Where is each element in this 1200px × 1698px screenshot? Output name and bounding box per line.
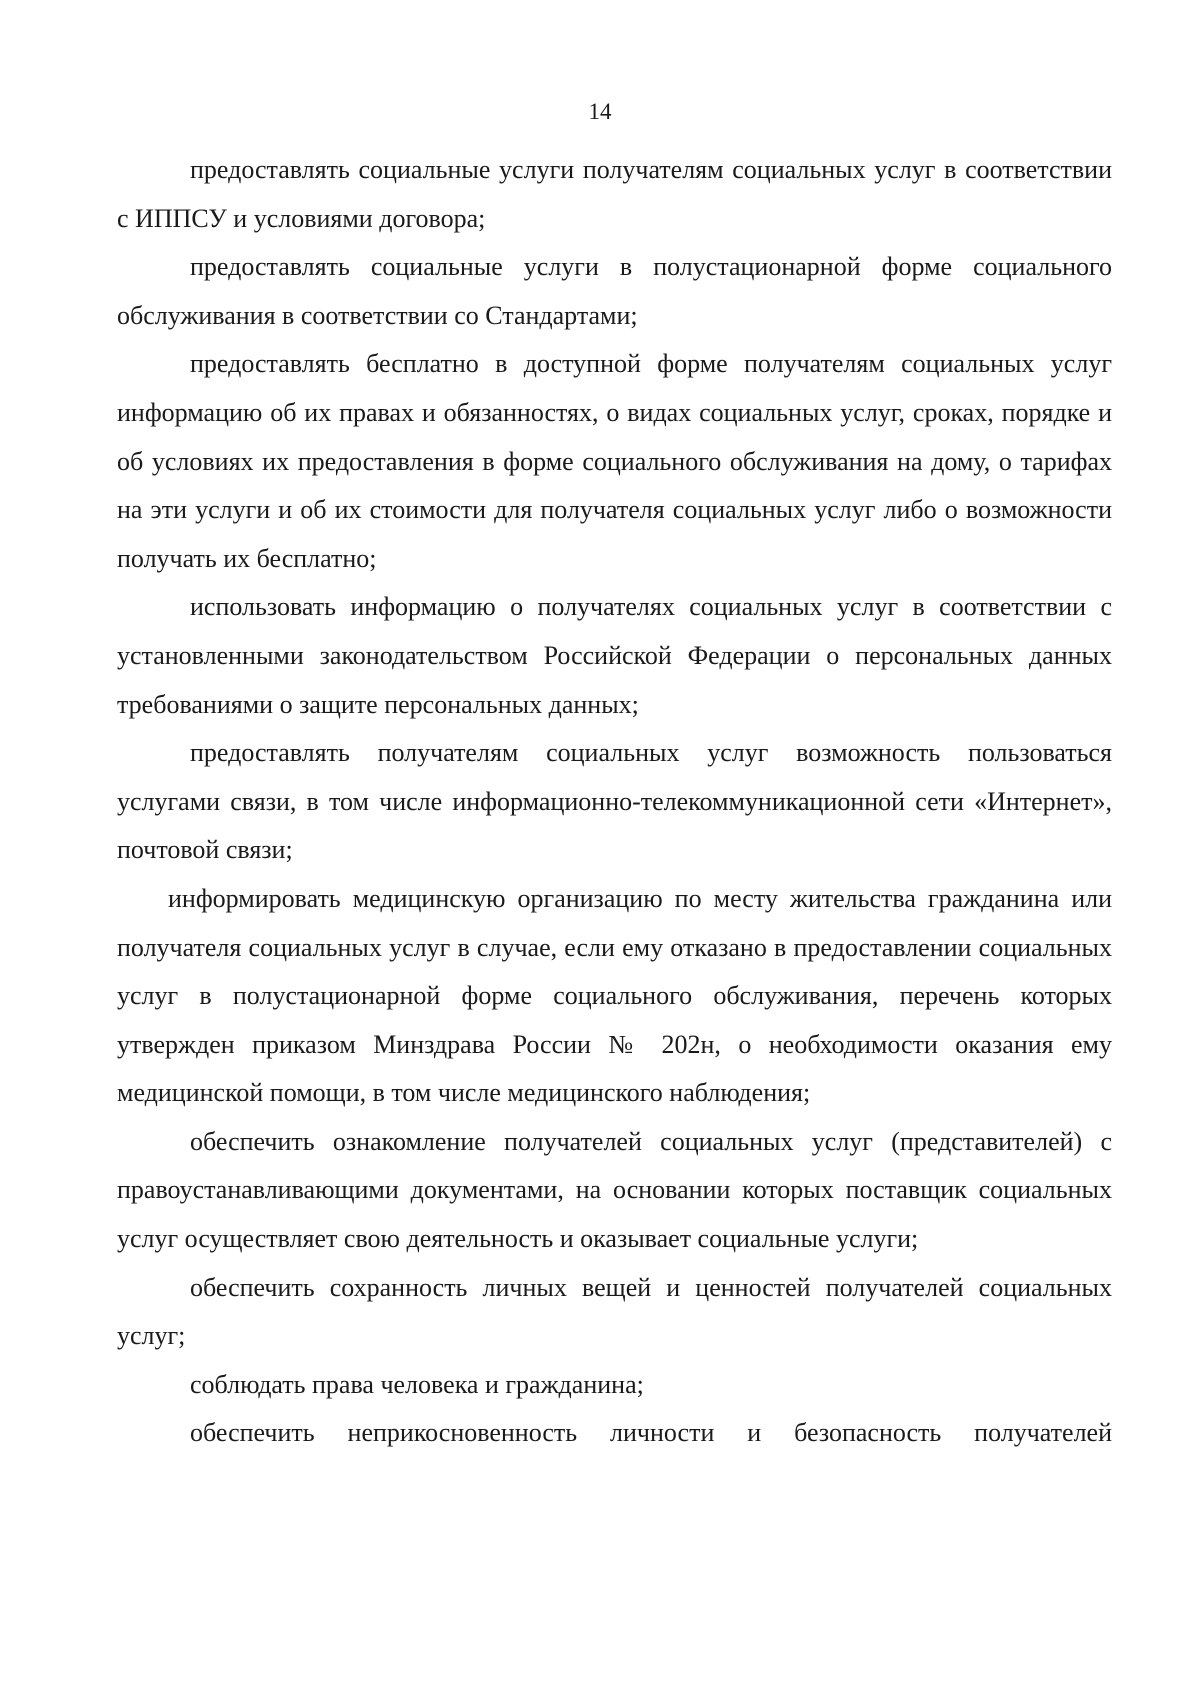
paragraph-provide-information: предоставлять бесплатно в доступной форме получателям социальных услуг информацию об их правах и обязанностях, о видах социальных услуг, сроках, порядке и об условиях их предоставления в форме социального обслуживания на дому, о тарифах на эти услуги и об их стоимости для получателя социальных услуг либо о возможности получать их бесплатно; — [117, 349, 1112, 573]
page-number: 14 — [588, 99, 612, 124]
paragraph-human-rights: соблюдать права человека и гражданина; — [190, 1369, 644, 1399]
paragraph-familiarization-documents: обеспечить ознакомление получателей социальных услуг (представителей) с правоустанавливающими документами, на основании которых поставщик социальных услуг осуществляет свою деятельность и оказывает социальные услуги; — [117, 1126, 1112, 1254]
paragraph-personal-data: использовать информацию о получателях социальных услуг в соответствии с установленными законодательством Российской Федерации о персональных данных требованиями о защите персональных данных; — [117, 592, 1112, 719]
paragraph-personal-safety: обеспечить неприкосновенность личности и безопасность получателей — [190, 1418, 1112, 1448]
paragraph-communication-services: предоставлять получателям социальных услуг возможность пользоваться услугами связи, в том числе информационно-телекоммуникационной сети «Интернет», почтовой связи; — [117, 738, 1112, 865]
paragraph-inform-medical-organization: информировать медицинскую организацию по месту жительства гражданина или получателя социальных услуг в случае, если ему отказано в предоставлении социальных услуг в полустационарной форме социального обслуживания, перечень которых утвержден приказом Минздрава России № 202н, о необходимости оказания ему медицинской помощи, в том числе медицинского наблюдения; — [117, 883, 1112, 1108]
paragraph-provide-services-standards: предоставлять социальные услуги в полустационарной форме социального обслуживания в соответствии со Стандартами; — [117, 252, 1112, 330]
paragraph-provide-services-ippsu: предоставлять социальные услуги получателям социальных услуг в соответствии с ИППСУ и условиями договора; — [117, 155, 1112, 233]
document-body — [117, 146, 1112, 1458]
paragraph-safekeeping-belongings: обеспечить сохранность личных вещей и ценностей получателей социальных услуг; — [117, 1272, 1112, 1351]
